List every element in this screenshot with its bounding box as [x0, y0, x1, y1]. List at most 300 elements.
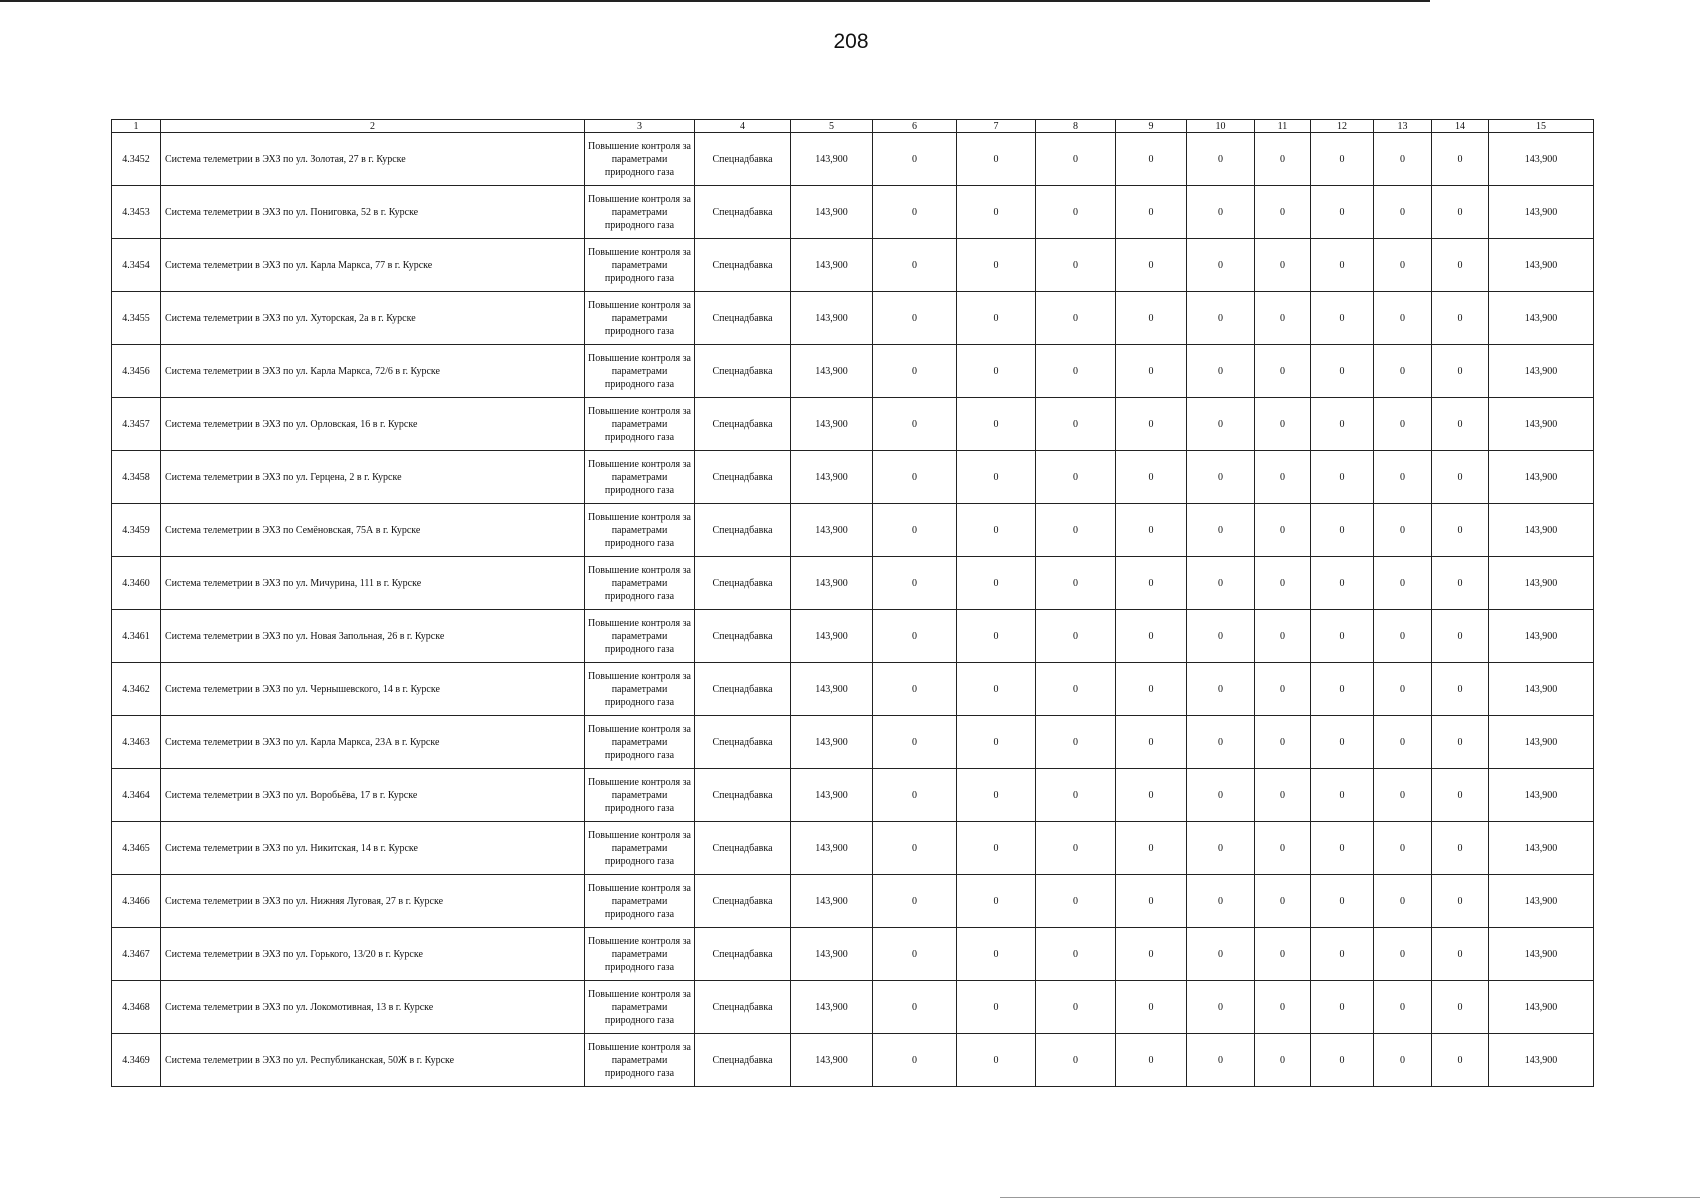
table-row: [112, 451, 1594, 504]
table-row: [112, 557, 1594, 610]
value-col-11: 0: [1255, 981, 1311, 1034]
value-col-8: 0: [1036, 186, 1116, 239]
value-col-13: 0: [1374, 398, 1432, 451]
funding-source: Спецнадбавка: [695, 186, 791, 239]
value-col-5: 143,900: [791, 1034, 873, 1087]
value-col-11: 0: [1255, 822, 1311, 875]
column-header-14: 14: [1432, 120, 1489, 133]
column-header-12: 12: [1311, 120, 1374, 133]
value-col-6: 0: [873, 610, 957, 663]
value-col-9: 0: [1116, 239, 1187, 292]
purpose: Повышение контроля за параметрами природного газа: [585, 292, 695, 345]
value-col-14: 0: [1432, 769, 1489, 822]
value-col-9: 0: [1116, 292, 1187, 345]
value-col-5: 143,900: [791, 345, 873, 398]
table-row: [112, 186, 1594, 239]
value-col-10: 0: [1187, 716, 1255, 769]
value-col-6: 0: [873, 663, 957, 716]
object-name: Система телеметрии в ЭХЗ по ул. Никитская, 14 в г. Курске: [161, 822, 585, 875]
row-id: 4.3460: [112, 557, 161, 610]
funding-source: Спецнадбавка: [695, 451, 791, 504]
value-col-10: 0: [1187, 292, 1255, 345]
value-col-12: 0: [1311, 186, 1374, 239]
value-col-9: 0: [1116, 981, 1187, 1034]
column-header-10: 10: [1187, 120, 1255, 133]
value-col-13: 0: [1374, 769, 1432, 822]
row-id: 4.3457: [112, 398, 161, 451]
value-col-12: 0: [1311, 292, 1374, 345]
value-col-6: 0: [873, 133, 957, 186]
value-col-8: 0: [1036, 769, 1116, 822]
column-header-9: 9: [1116, 120, 1187, 133]
table-row: [112, 345, 1594, 398]
value-col-12: 0: [1311, 133, 1374, 186]
value-col-10: 0: [1187, 981, 1255, 1034]
value-col-10: 0: [1187, 504, 1255, 557]
value-col-7: 0: [957, 239, 1036, 292]
value-col-10: 0: [1187, 133, 1255, 186]
value-col-5: 143,900: [791, 716, 873, 769]
value-col-5: 143,900: [791, 504, 873, 557]
value-col-12: 0: [1311, 398, 1374, 451]
value-col-13: 0: [1374, 504, 1432, 557]
value-col-9: 0: [1116, 557, 1187, 610]
total-value: 143,900: [1489, 981, 1594, 1034]
value-col-6: 0: [873, 769, 957, 822]
value-col-8: 0: [1036, 610, 1116, 663]
purpose: Повышение контроля за параметрами природного газа: [585, 398, 695, 451]
value-col-10: 0: [1187, 928, 1255, 981]
value-col-8: 0: [1036, 928, 1116, 981]
total-value: 143,900: [1489, 239, 1594, 292]
value-col-14: 0: [1432, 716, 1489, 769]
value-col-5: 143,900: [791, 292, 873, 345]
funding-source: Спецнадбавка: [695, 398, 791, 451]
value-col-11: 0: [1255, 928, 1311, 981]
value-col-9: 0: [1116, 875, 1187, 928]
funding-source: Спецнадбавка: [695, 504, 791, 557]
value-col-5: 143,900: [791, 239, 873, 292]
value-col-13: 0: [1374, 610, 1432, 663]
total-value: 143,900: [1489, 663, 1594, 716]
page-number: 208: [833, 30, 869, 53]
purpose: Повышение контроля за параметрами природного газа: [585, 875, 695, 928]
column-header-4: 4: [695, 120, 791, 133]
value-col-9: 0: [1116, 451, 1187, 504]
value-col-8: 0: [1036, 345, 1116, 398]
value-col-9: 0: [1116, 504, 1187, 557]
value-col-7: 0: [957, 610, 1036, 663]
total-value: 143,900: [1489, 875, 1594, 928]
value-col-10: 0: [1187, 345, 1255, 398]
value-col-13: 0: [1374, 981, 1432, 1034]
purpose: Повышение контроля за параметрами природного газа: [585, 716, 695, 769]
table-row: [112, 928, 1594, 981]
value-col-7: 0: [957, 504, 1036, 557]
value-col-12: 0: [1311, 875, 1374, 928]
value-col-9: 0: [1116, 716, 1187, 769]
purpose: Повышение контроля за параметрами природного газа: [585, 451, 695, 504]
value-col-7: 0: [957, 875, 1036, 928]
value-col-6: 0: [873, 239, 957, 292]
row-id: 4.3465: [112, 822, 161, 875]
value-col-10: 0: [1187, 451, 1255, 504]
value-col-11: 0: [1255, 239, 1311, 292]
purpose: Повышение контроля за параметрами природного газа: [585, 557, 695, 610]
value-col-14: 0: [1432, 133, 1489, 186]
value-col-12: 0: [1311, 504, 1374, 557]
object-name: Система телеметрии в ЭХЗ по ул. Карла Маркса, 72/6 в г. Курске: [161, 345, 585, 398]
purpose: Повышение контроля за параметрами природного газа: [585, 981, 695, 1034]
row-id: 4.3456: [112, 345, 161, 398]
row-id: 4.3468: [112, 981, 161, 1034]
object-name: Система телеметрии в ЭХЗ по ул. Герцена, 2 в г. Курске: [161, 451, 585, 504]
value-col-13: 0: [1374, 133, 1432, 186]
value-col-8: 0: [1036, 398, 1116, 451]
column-number-row: [112, 120, 1594, 133]
value-col-7: 0: [957, 716, 1036, 769]
row-id: 4.3455: [112, 292, 161, 345]
row-id: 4.3458: [112, 451, 161, 504]
value-col-7: 0: [957, 928, 1036, 981]
value-col-13: 0: [1374, 875, 1432, 928]
column-header-15: 15: [1489, 120, 1594, 133]
value-col-14: 0: [1432, 822, 1489, 875]
value-col-5: 143,900: [791, 822, 873, 875]
purpose: Повышение контроля за параметрами природного газа: [585, 133, 695, 186]
value-col-12: 0: [1311, 345, 1374, 398]
value-col-9: 0: [1116, 345, 1187, 398]
value-col-9: 0: [1116, 398, 1187, 451]
value-col-14: 0: [1432, 398, 1489, 451]
value-col-6: 0: [873, 451, 957, 504]
row-id: 4.3467: [112, 928, 161, 981]
value-col-10: 0: [1187, 186, 1255, 239]
table-row: [112, 981, 1594, 1034]
total-value: 143,900: [1489, 610, 1594, 663]
row-id: 4.3469: [112, 1034, 161, 1087]
value-col-14: 0: [1432, 610, 1489, 663]
value-col-9: 0: [1116, 822, 1187, 875]
value-col-13: 0: [1374, 663, 1432, 716]
value-col-14: 0: [1432, 239, 1489, 292]
object-name: Система телеметрии в ЭХЗ по ул. Горького, 13/20 в г. Курске: [161, 928, 585, 981]
row-id: 4.3461: [112, 610, 161, 663]
value-col-6: 0: [873, 557, 957, 610]
total-value: 143,900: [1489, 716, 1594, 769]
value-col-9: 0: [1116, 769, 1187, 822]
total-value: 143,900: [1489, 928, 1594, 981]
funding-source: Спецнадбавка: [695, 875, 791, 928]
funding-source: Спецнадбавка: [695, 345, 791, 398]
value-col-12: 0: [1311, 716, 1374, 769]
column-header-5: 5: [791, 120, 873, 133]
value-col-12: 0: [1311, 822, 1374, 875]
value-col-6: 0: [873, 504, 957, 557]
value-col-5: 143,900: [791, 928, 873, 981]
value-col-7: 0: [957, 822, 1036, 875]
funding-source: Спецнадбавка: [695, 557, 791, 610]
value-col-10: 0: [1187, 875, 1255, 928]
purpose: Повышение контроля за параметрами природного газа: [585, 186, 695, 239]
funding-source: Спецнадбавка: [695, 133, 791, 186]
value-col-5: 143,900: [791, 451, 873, 504]
value-col-6: 0: [873, 928, 957, 981]
total-value: 143,900: [1489, 769, 1594, 822]
value-col-5: 143,900: [791, 769, 873, 822]
object-name: Система телеметрии в ЭХЗ по ул. Воробьёва, 17 в г. Курске: [161, 769, 585, 822]
value-col-8: 0: [1036, 875, 1116, 928]
object-name: Система телеметрии в ЭХЗ по ул. Мичурина, 111 в г. Курске: [161, 557, 585, 610]
value-col-8: 0: [1036, 663, 1116, 716]
table-row: [112, 663, 1594, 716]
object-name: Система телеметрии в ЭХЗ по ул. Карла Маркса, 77 в г. Курске: [161, 239, 585, 292]
value-col-8: 0: [1036, 239, 1116, 292]
value-col-9: 0: [1116, 663, 1187, 716]
value-col-13: 0: [1374, 1034, 1432, 1087]
funding-source: Спецнадбавка: [695, 928, 791, 981]
value-col-7: 0: [957, 292, 1036, 345]
value-col-6: 0: [873, 1034, 957, 1087]
funding-source: Спецнадбавка: [695, 769, 791, 822]
purpose: Повышение контроля за параметрами природного газа: [585, 504, 695, 557]
object-name: Система телеметрии в ЭХЗ по ул. Карла Маркса, 23А в г. Курске: [161, 716, 585, 769]
value-col-13: 0: [1374, 822, 1432, 875]
value-col-5: 143,900: [791, 557, 873, 610]
value-col-5: 143,900: [791, 133, 873, 186]
object-name: Система телеметрии в ЭХЗ по ул. Орловская, 16 в г. Курске: [161, 398, 585, 451]
value-col-8: 0: [1036, 504, 1116, 557]
table-row: [112, 239, 1594, 292]
value-col-12: 0: [1311, 928, 1374, 981]
value-col-10: 0: [1187, 1034, 1255, 1087]
value-col-5: 143,900: [791, 398, 873, 451]
value-col-10: 0: [1187, 663, 1255, 716]
value-col-14: 0: [1432, 1034, 1489, 1087]
value-col-11: 0: [1255, 557, 1311, 610]
value-col-13: 0: [1374, 716, 1432, 769]
value-col-13: 0: [1374, 928, 1432, 981]
column-header-2: 2: [161, 120, 585, 133]
value-col-5: 143,900: [791, 663, 873, 716]
total-value: 143,900: [1489, 133, 1594, 186]
object-name: Система телеметрии в ЭХЗ по ул. Локомотивная, 13 в г. Курске: [161, 981, 585, 1034]
value-col-13: 0: [1374, 186, 1432, 239]
value-col-11: 0: [1255, 610, 1311, 663]
value-col-14: 0: [1432, 292, 1489, 345]
value-col-8: 0: [1036, 1034, 1116, 1087]
column-header-7: 7: [957, 120, 1036, 133]
value-col-11: 0: [1255, 1034, 1311, 1087]
value-col-11: 0: [1255, 504, 1311, 557]
value-col-14: 0: [1432, 557, 1489, 610]
value-col-14: 0: [1432, 345, 1489, 398]
funding-source: Спецнадбавка: [695, 292, 791, 345]
value-col-10: 0: [1187, 239, 1255, 292]
value-col-7: 0: [957, 557, 1036, 610]
value-col-12: 0: [1311, 239, 1374, 292]
funding-source: Спецнадбавка: [695, 716, 791, 769]
object-name: Система телеметрии в ЭХЗ по ул. Республиканская, 50Ж в г. Курске: [161, 1034, 585, 1087]
value-col-12: 0: [1311, 981, 1374, 1034]
value-col-6: 0: [873, 292, 957, 345]
value-col-14: 0: [1432, 186, 1489, 239]
value-col-14: 0: [1432, 663, 1489, 716]
purpose: Повышение контроля за параметрами природного газа: [585, 928, 695, 981]
row-id: 4.3454: [112, 239, 161, 292]
table-row: [112, 133, 1594, 186]
value-col-10: 0: [1187, 610, 1255, 663]
value-col-12: 0: [1311, 663, 1374, 716]
value-col-9: 0: [1116, 186, 1187, 239]
value-col-6: 0: [873, 716, 957, 769]
value-col-8: 0: [1036, 716, 1116, 769]
value-col-12: 0: [1311, 557, 1374, 610]
value-col-13: 0: [1374, 345, 1432, 398]
object-name: Система телеметрии в ЭХЗ по ул. Нижняя Луговая, 27 в г. Курске: [161, 875, 585, 928]
value-col-8: 0: [1036, 451, 1116, 504]
value-col-9: 0: [1116, 928, 1187, 981]
funding-source: Спецнадбавка: [695, 610, 791, 663]
value-col-7: 0: [957, 769, 1036, 822]
column-header-8: 8: [1036, 120, 1116, 133]
total-value: 143,900: [1489, 1034, 1594, 1087]
value-col-14: 0: [1432, 981, 1489, 1034]
value-col-6: 0: [873, 822, 957, 875]
value-col-10: 0: [1187, 398, 1255, 451]
table-row: [112, 1034, 1594, 1087]
value-col-14: 0: [1432, 451, 1489, 504]
value-col-12: 0: [1311, 610, 1374, 663]
value-col-14: 0: [1432, 875, 1489, 928]
purpose: Повышение контроля за параметрами природного газа: [585, 345, 695, 398]
value-col-8: 0: [1036, 292, 1116, 345]
value-col-6: 0: [873, 981, 957, 1034]
value-col-6: 0: [873, 345, 957, 398]
table-row: [112, 610, 1594, 663]
column-header-1: 1: [112, 120, 161, 133]
value-col-9: 0: [1116, 133, 1187, 186]
row-id: 4.3464: [112, 769, 161, 822]
value-col-13: 0: [1374, 239, 1432, 292]
value-col-9: 0: [1116, 1034, 1187, 1087]
row-id: 4.3459: [112, 504, 161, 557]
column-header-11: 11: [1255, 120, 1311, 133]
value-col-13: 0: [1374, 557, 1432, 610]
total-value: 143,900: [1489, 822, 1594, 875]
total-value: 143,900: [1489, 504, 1594, 557]
table-row: [112, 504, 1594, 557]
value-col-13: 0: [1374, 292, 1432, 345]
total-value: 143,900: [1489, 557, 1594, 610]
object-name: Система телеметрии в ЭХЗ по ул. Хуторская, 2а в г. Курске: [161, 292, 585, 345]
value-col-5: 143,900: [791, 610, 873, 663]
total-value: 143,900: [1489, 451, 1594, 504]
value-col-8: 0: [1036, 981, 1116, 1034]
value-col-7: 0: [957, 133, 1036, 186]
value-col-11: 0: [1255, 345, 1311, 398]
purpose: Повышение контроля за параметрами природного газа: [585, 610, 695, 663]
row-id: 4.3462: [112, 663, 161, 716]
object-name: Система телеметрии в ЭХЗ по ул. Чернышевского, 14 в г. Курске: [161, 663, 585, 716]
purpose: Повышение контроля за параметрами природного газа: [585, 663, 695, 716]
value-col-7: 0: [957, 398, 1036, 451]
value-col-8: 0: [1036, 822, 1116, 875]
object-name: Система телеметрии в ЭХЗ по ул. Золотая, 27 в г. Курске: [161, 133, 585, 186]
value-col-9: 0: [1116, 610, 1187, 663]
value-col-5: 143,900: [791, 186, 873, 239]
top-border-line: [0, 0, 1430, 2]
funding-source: Спецнадбавка: [695, 981, 791, 1034]
row-id: 4.3466: [112, 875, 161, 928]
total-value: 143,900: [1489, 186, 1594, 239]
table-row: [112, 769, 1594, 822]
column-header-3: 3: [585, 120, 695, 133]
funding-source: Спецнадбавка: [695, 822, 791, 875]
value-col-7: 0: [957, 663, 1036, 716]
value-col-6: 0: [873, 875, 957, 928]
value-col-11: 0: [1255, 451, 1311, 504]
value-col-6: 0: [873, 398, 957, 451]
purpose: Повышение контроля за параметрами природного газа: [585, 769, 695, 822]
object-name: Система телеметрии в ЭХЗ по ул. Пониговка, 52 в г. Курске: [161, 186, 585, 239]
value-col-11: 0: [1255, 186, 1311, 239]
value-col-11: 0: [1255, 292, 1311, 345]
value-col-5: 143,900: [791, 875, 873, 928]
value-col-11: 0: [1255, 769, 1311, 822]
object-name: Система телеметрии в ЭХЗ по Семёновская, 75А в г. Курске: [161, 504, 585, 557]
value-col-12: 0: [1311, 769, 1374, 822]
table-row: [112, 292, 1594, 345]
value-col-11: 0: [1255, 133, 1311, 186]
value-col-12: 0: [1311, 1034, 1374, 1087]
column-header-13: 13: [1374, 120, 1432, 133]
value-col-8: 0: [1036, 557, 1116, 610]
table-row: [112, 875, 1594, 928]
value-col-7: 0: [957, 451, 1036, 504]
value-col-11: 0: [1255, 875, 1311, 928]
funding-source: Спецнадбавка: [695, 663, 791, 716]
value-col-13: 0: [1374, 451, 1432, 504]
object-name: Система телеметрии в ЭХЗ по ул. Новая Запольная, 26 в г. Курске: [161, 610, 585, 663]
value-col-10: 0: [1187, 822, 1255, 875]
value-col-7: 0: [957, 1034, 1036, 1087]
value-col-14: 0: [1432, 504, 1489, 557]
table-row: [112, 822, 1594, 875]
total-value: 143,900: [1489, 345, 1594, 398]
value-col-11: 0: [1255, 398, 1311, 451]
table-row: [112, 398, 1594, 451]
column-header-6: 6: [873, 120, 957, 133]
total-value: 143,900: [1489, 398, 1594, 451]
value-col-7: 0: [957, 186, 1036, 239]
value-col-10: 0: [1187, 557, 1255, 610]
row-id: 4.3463: [112, 716, 161, 769]
purpose: Повышение контроля за параметрами природного газа: [585, 239, 695, 292]
purpose: Повышение контроля за параметрами природного газа: [585, 1034, 695, 1087]
funding-source: Спецнадбавка: [695, 239, 791, 292]
value-col-14: 0: [1432, 928, 1489, 981]
value-col-7: 0: [957, 981, 1036, 1034]
value-col-5: 143,900: [791, 981, 873, 1034]
value-col-11: 0: [1255, 716, 1311, 769]
investment-table: [111, 119, 1594, 1087]
row-id: 4.3452: [112, 133, 161, 186]
table-row: [112, 716, 1594, 769]
value-col-10: 0: [1187, 769, 1255, 822]
total-value: 143,900: [1489, 292, 1594, 345]
value-col-12: 0: [1311, 451, 1374, 504]
